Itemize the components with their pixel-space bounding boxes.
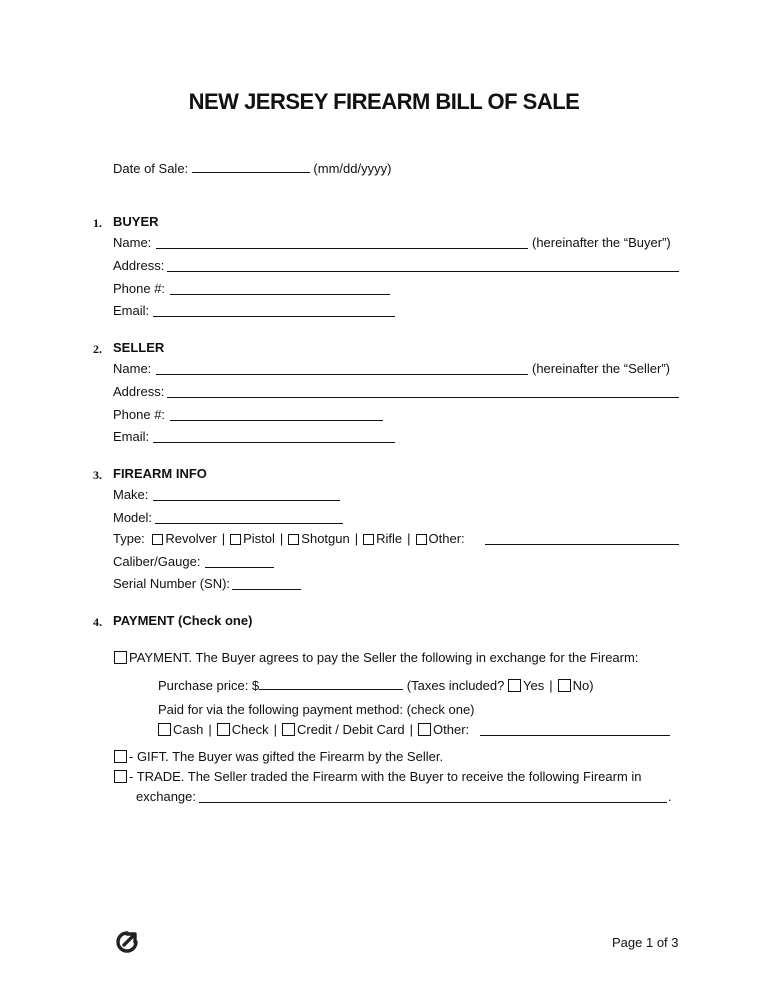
trade-option-text: - TRADE. The Seller traded the Firearm with the Buyer to receive the following Firearm in [129,769,642,784]
exchange-period: . [668,789,672,804]
seller-email-label: Email: [113,429,150,444]
seller-name-note: (hereinafter the “Seller”) [532,361,670,376]
check-checkbox[interactable] [217,723,230,736]
rifle-checkbox[interactable] [363,534,374,545]
type-option-revolver: Revolver [165,531,217,546]
serial-field[interactable] [232,589,301,590]
model-field[interactable] [155,523,343,524]
other-type-checkbox[interactable] [416,534,427,545]
section-number: 3. [93,468,102,482]
date-of-sale-row [113,160,391,176]
method-cash: Cash [173,722,204,737]
seller-email-field[interactable] [153,442,395,443]
shotgun-checkbox[interactable] [288,534,299,545]
buyer-name-field[interactable] [156,248,528,249]
type-row: Type: Revolver | Pistol | Shotgun | Rifle | Other: [113,531,465,546]
payment-heading: PAYMENT (Check one) [113,613,253,628]
buyer-name-label: Name: [113,235,152,250]
type-option-rifle: Rifle [376,531,403,546]
date-label: Date of Sale: [113,161,189,176]
make-field[interactable] [153,500,340,501]
method-check: Check [231,722,269,737]
payment-option-row [114,650,638,665]
firearm-heading: FIREARM INFO [113,466,207,481]
document-title: NEW JERSEY FIREARM BILL OF SALE [188,89,580,114]
type-option-other: Other: [428,531,465,546]
buyer-phone-label: Phone #: [113,281,166,296]
model-label: Model: [113,510,153,525]
taxes-label: (Taxes included? [406,678,505,693]
make-label: Make: [113,487,149,502]
cash-checkbox[interactable] [158,723,171,736]
exchange-label: exchange: [136,789,196,804]
gift-option-text: - GIFT. The Buyer was gifted the Firearm by the Seller. [129,749,444,764]
seller-name-field[interactable] [156,374,528,375]
caliber-label: Caliber/Gauge: [113,554,201,569]
buyer-email-label: Email: [113,303,150,318]
card-checkbox[interactable] [282,723,295,736]
taxes-no-label: No) [572,678,594,693]
exchange-field[interactable] [199,802,667,803]
taxes-yes-label: Yes [522,678,545,693]
gift-checkbox[interactable] [114,750,127,763]
taxes-no-checkbox[interactable] [558,679,571,692]
type-option-shotgun: Shotgun [301,531,350,546]
caliber-field[interactable] [205,567,274,568]
date-field[interactable] [192,160,310,173]
seller-phone-label: Phone #: [113,407,166,422]
pistol-checkbox[interactable] [230,534,241,545]
seller-phone-field[interactable] [170,420,383,421]
payment-methods-row: Cash | Check | Credit / Debit Card | Other: [158,722,469,737]
price-label: Purchase price: $ [158,678,260,693]
method-card: Credit / Debit Card [297,722,405,737]
trade-option-row [114,769,642,784]
method-other: Other: [433,722,470,737]
seller-address-field[interactable] [167,397,679,398]
section-number: 2. [93,342,102,356]
page-number: Page 1 of 3 [612,935,679,950]
buyer-heading: BUYER [113,214,159,229]
price-field[interactable] [259,677,403,690]
date-format: (mm/dd/yyyy) [313,161,392,176]
buyer-email-field[interactable] [153,316,395,317]
other-method-checkbox[interactable] [418,723,431,736]
payment-checkbox[interactable] [114,651,127,664]
type-option-pistol: Pistol [243,531,275,546]
payment-option-text: PAYMENT. The Buyer agrees to pay the Seller the following in exchange for the Firearm: [129,650,639,665]
seller-heading: SELLER [113,340,165,355]
buyer-phone-field[interactable] [170,294,390,295]
section-number: 4. [93,615,102,629]
payment-method-label: Paid for via the following payment method: (check one) [158,702,475,717]
purchase-price-row: Purchase price: $ (Taxes included? Yes | No) [158,678,594,693]
buyer-name-note: (hereinafter the “Buyer”) [532,235,671,250]
revolver-checkbox[interactable] [152,534,163,545]
gift-option-row [114,749,443,764]
serial-label: Serial Number (SN): [113,576,231,591]
other-type-field[interactable] [485,544,679,545]
arrow-logo-icon [115,930,139,954]
buyer-address-field[interactable] [167,271,679,272]
type-label: Type: [113,531,145,546]
trade-checkbox[interactable] [114,770,127,783]
seller-name-label: Name: [113,361,152,376]
seller-address-label: Address: [113,384,165,399]
other-method-field[interactable] [480,735,670,736]
taxes-yes-checkbox[interactable] [508,679,521,692]
section-number: 1. [93,216,102,230]
buyer-address-label: Address: [113,258,165,273]
